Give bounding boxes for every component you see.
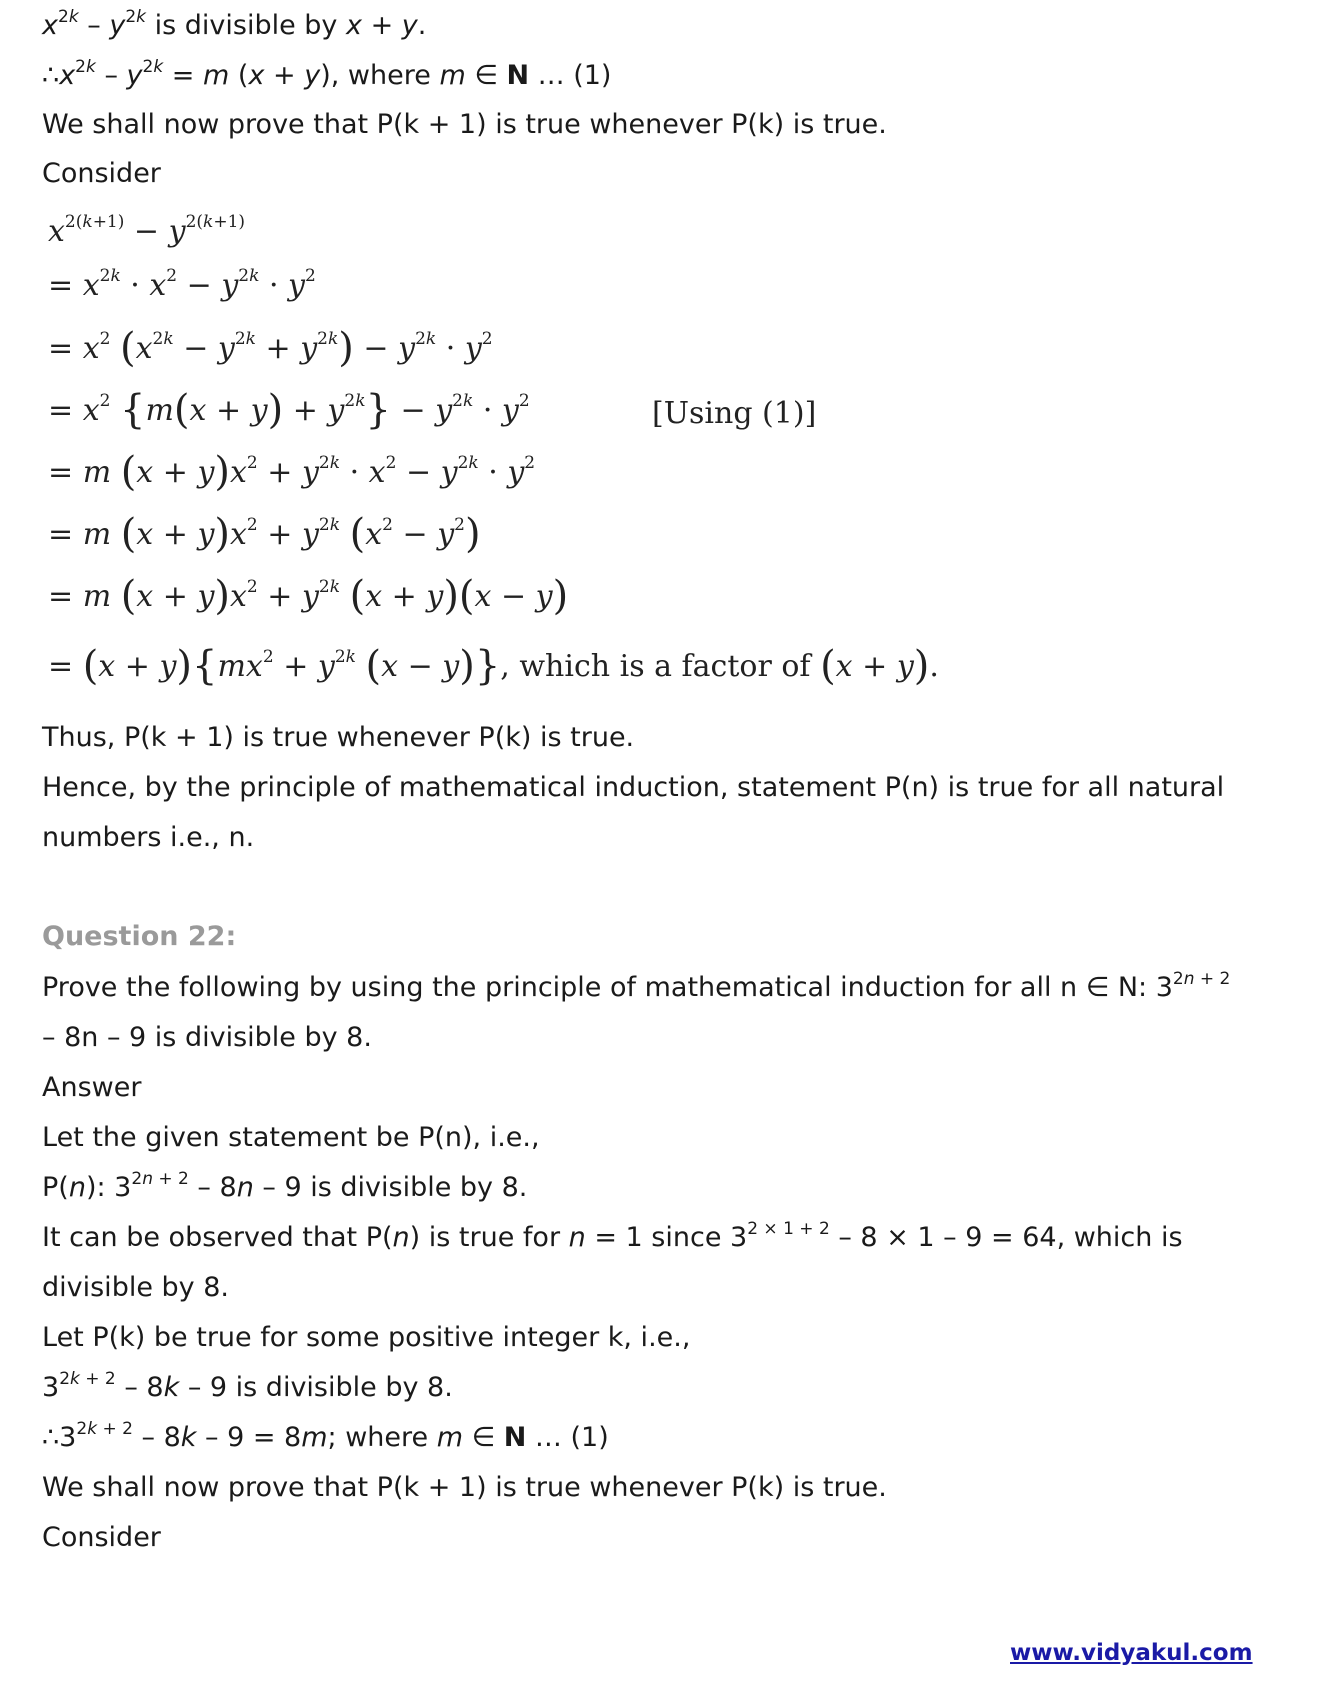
math-line-5: = m $(x + y)x^2 + y^{2k} \cdot x^2 - y^{2k} \cdot y^2$ bbox=[48, 449, 536, 495]
math-line-2: = $x^{2k} \cdot x^2 - y^{2k} \cdot y^2$ bbox=[48, 266, 316, 303]
math-line-1: $x^{2(k+1)} - y^{2(k+1)}$ bbox=[48, 212, 246, 249]
question-heading: Question 22: bbox=[42, 921, 237, 952]
conclusion-line-3: numbers i.e., n. bbox=[42, 822, 255, 853]
math-line-6: = m $(x + y)x^2 + y^{2k}$ $(x^2 - y^2)$ bbox=[48, 511, 481, 557]
answer-line-5: Let P(k) be true for some positive integer k, i.e., bbox=[42, 1322, 691, 1353]
answer-label: Answer bbox=[42, 1072, 142, 1103]
statement-line: $x^{2k} - y^{2k}$ is divisible by x + y. bbox=[42, 7, 427, 41]
answer-line-2: P(n): $3^{2n + 2} - 8n - 9$ is divisible by 8. bbox=[42, 1169, 528, 1203]
math-line-4: = $x^2$ $\{m(x + y) + y^{2k}\} - y^{2k} \cdot y^2$ bbox=[48, 387, 530, 433]
answer-line-1: Let the given statement be P(n), i.e., bbox=[42, 1122, 540, 1153]
answer-line-7: $\therefore 3^{2k + 2} - 8k - 9 = 8m$; where m ∈ N … (1) bbox=[42, 1419, 609, 1453]
answer-line-4: divisible by 8. bbox=[42, 1272, 229, 1303]
conclusion-line-1: Thus, P(k + 1) is true whenever P(k) is true. bbox=[42, 722, 635, 753]
answer-line-3: It can be observed that P(n) is true for n = 1 since $3^{2 \times 1 + 2} - 8 \times 1 - 9 = 64$, which is bbox=[42, 1219, 1183, 1253]
footer-link[interactable]: www.vidyakul.com bbox=[1010, 1640, 1253, 1666]
conclusion-line-2: Hence, by the principle of mathematical induction, statement P(n) is true for all natural bbox=[42, 772, 1225, 803]
consider-line: Consider bbox=[42, 158, 161, 189]
question-line-2: – 8n – 9 is divisible by 8. bbox=[42, 1022, 372, 1053]
answer-line-9: Consider bbox=[42, 1522, 161, 1553]
math-line-8: = $(x + y)\{mx^2 + y^{2k}$ (x − y)}, which is a factor of (x + y). bbox=[48, 643, 939, 689]
answer-line-6: $3^{2k + 2} - 8k - 9$ is divisible by 8. bbox=[42, 1369, 453, 1403]
answer-line-8: We shall now prove that P(k + 1) is true whenever P(k) is true. bbox=[42, 1472, 887, 1503]
math-line-3: = $x^2$ $(x^{2k} - y^{2k} + y^{2k}) - y^{2k} \cdot y^2$ bbox=[48, 325, 493, 371]
assumption-line: $\therefore x^{2k} - y^{2k} = m$ (x + y), where m ∈ N … (1) bbox=[42, 57, 612, 91]
using-note: [Using (1)] bbox=[652, 396, 817, 431]
question-line-1: Prove the following by using the principle of mathematical induction for all n ∈ N: $3^{2n + 2}$ bbox=[42, 969, 1231, 1003]
prove-line: We shall now prove that P(k + 1) is true whenever P(k) is true. bbox=[42, 109, 887, 140]
math-line-7: = m $(x + y)x^2 + y^{2k}$ (x + y)(x − y) bbox=[48, 573, 569, 619]
